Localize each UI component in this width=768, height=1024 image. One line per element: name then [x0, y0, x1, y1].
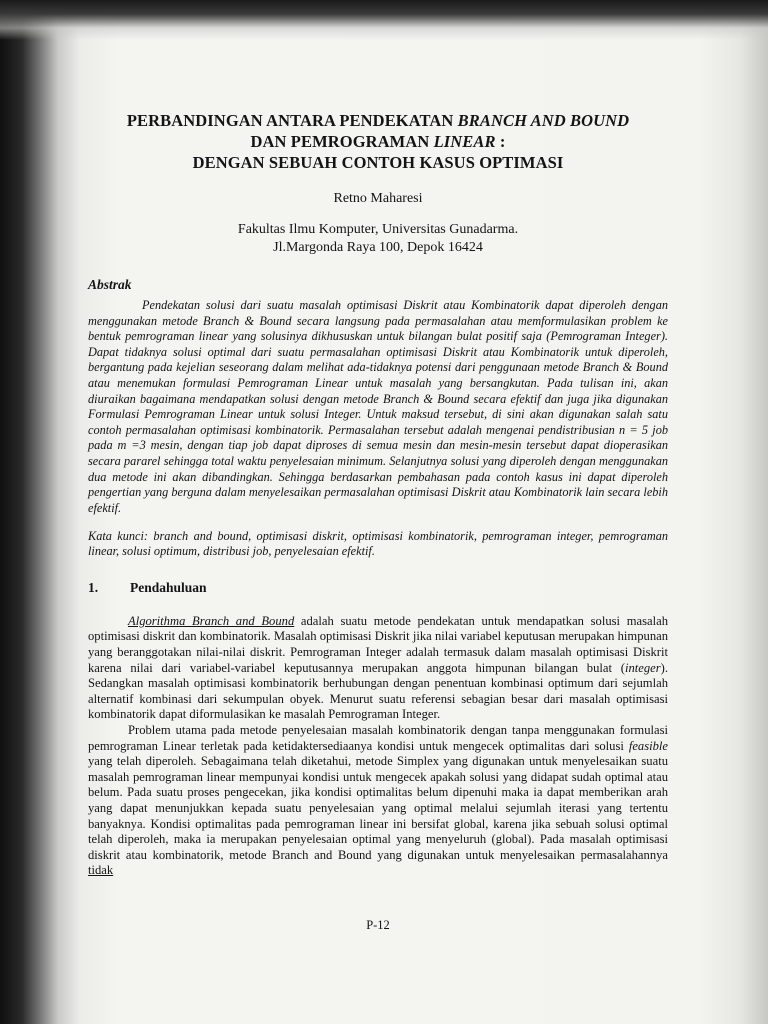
scan-top-shadow: [0, 0, 768, 40]
paragraph2-text-b: yang telah diperoleh. Sebagaimana telah diketahui, metode Simplex yang digunakan untuk menyelesaikan suatu masalah pemrograman linear mempunyai kondisi untuk mengecek apakah solusi yang didapat sudah optimal atau belum. Pada suatu proses pengecekan, jika kondisi optimalitas belum dipenuhi maka ia dapat memberikan arah yang dapat menunjukkan kepada suatu penyelesaian yang optimal melalui sejumlah iterasi yang tertentu banyaknya. Kondisi optimalitas pada pemrograman linear ini bersifat global, karena jika sebuah solusi optimal telah diperoleh, maka ia merupakan penyelesaian optimal yang menyeluruh (global). Pada masalah optimisasi diskrit atau kombinatorik, metode Branch and Bound yang digunakan untuk menyelesaikan permasalahannya: [88, 754, 668, 862]
paragraph1-text-a: adalah suatu metode pendekatan untuk mendapatkan solusi masalah optimisasi diskrit dan kombinatorik. Masalah optimisasi Diskrit jika nilai variabel keputusan merupakan himpunan yang beranggotakan nilai-nilai diskrit. Pemrograman Integer adalah termasuk dalam masalah optimisasi Diskrit karena nilai dari variabel-variabel keputusannya merupakan anggota himpunan bilangan bulat (: [88, 613, 668, 675]
author-name: Retno Maharesi: [333, 191, 423, 206]
section-title: Pendahuluan: [130, 579, 207, 595]
keywords: Kata kunci: branch and bound, optimisasi diskrit, optimisasi kombinatorik, pemrograman integer, pemrograman linear, solusi optimum, distribusi job, penyelesaian efektif.: [88, 528, 668, 559]
paper-page: [88, 110, 668, 879]
affiliation-line1: Fakultas Ilmu Komputer, Universitas Gunadarma.: [237, 222, 519, 237]
affiliation-line2: Jl.Margonda Raya 100, Depok 16424: [273, 240, 483, 255]
paragraph2-underlined-word: tidak: [88, 863, 114, 878]
page-number: P-12: [366, 918, 390, 932]
body-paragraph-2: [88, 723, 668, 879]
title-line2-text: DAN PEMROGRAMAN: [250, 132, 434, 151]
affiliation: [88, 221, 668, 257]
abstract-text: Pendekatan solusi dari suatu masalah optimisasi Diskrit atau Kombinatorik dapat diperoleh dengan menggunakan metode Branch & Bound secara langsung pada permasalahan atau memformulasikan problem ke bentuk pemrograman linear yang solusinya dikhususkan untuk bilangan bulat positif saja (Pemrograman Integer). Dapat tidaknya solusi optimal dari suatu permasalahan optimisasi Diskrit atau Kombinatorik untuk diperoleh, bergantung pada kejelian seseorang dalam melihat ada-tidaknya potensi dari penggunaan metode Branch & Bound atau menemukan formulasi Pemrograman Linear untuk masalah yang bersangkutan. Pada tulisan ini, akan diuraikan bagaimana mendapatkan solusi dengan metode Branch & Bound secara efektif dan juga jika digunakan Formulasi Pemrograman Linear untuk solusi Integer. Untuk maksud tersebut, di sini akan digunakan salah satu contoh permasalahan optimisasi kombinatorik. Permasalahan tersebut adalah mengenai pendistribusian n = 5 job pada m =3 mesin, dengan tiap job dapat diproses di semua mesin dan mesin-mesin tersebut dapat dioperasikan secara pararel sehingga total waktu penyelesaian minimum. Selanjutnya solusi yang diperoleh dengan menggunakan dua metode ini akan dibandingkan. Sehingga berdasarkan pembahasan pada contoh kasus ini dapat diperoleh pengertian yang berguna dalam menyelesaikan permasalahan optimisasi Diskrit atau Kombinatorik lain secara lebih efektif.: [88, 298, 668, 515]
title-line1: [127, 111, 629, 130]
paragraph1-text-b: ). Sedangkan masalah optimisasi kombinatorik berhubungan dengan penentuan kombinasi optimum dari sejumlah alternatif kombinasi dari sekumpulan obyek. Menurut suatu referensi sebagian besar dari masalah optimisasi kombinatorik dapat diformulasikan ke masalah Pemrograman Integer.: [88, 660, 668, 722]
paragraph2-emphasis: feasible: [628, 738, 668, 753]
title-line3: DENGAN SEBUAH CONTOH KASUS OPTIMASI: [192, 153, 564, 172]
abstract-heading: Abstrak: [88, 277, 132, 292]
title-line2-suffix: :: [495, 132, 506, 151]
title-line2: [251, 132, 506, 151]
paper-title: [88, 110, 668, 173]
title-line2-emphasis: LINEAR: [433, 132, 496, 151]
paragraph1-emphasis: integer: [624, 660, 661, 675]
section-heading: [88, 580, 668, 596]
title-line1-text: PERBANDINGAN ANTARA PENDEKATAN: [126, 111, 458, 130]
title-line1-emphasis: BRANCH AND BOUND: [457, 111, 630, 130]
paragraph2-text-a: Problem utama pada metode penyelesaian masalah kombinatorik dengan tanpa menggunakan formulasi pemrograman Linear terletak pada ketidaktersediaanya kondisi untuk mengecek optimalitas dari solusi: [88, 722, 668, 753]
section-number: 1.: [88, 579, 99, 595]
body-paragraph-1: [88, 614, 668, 723]
algorithm-term: Algorithma Branch and Bound: [128, 613, 295, 628]
